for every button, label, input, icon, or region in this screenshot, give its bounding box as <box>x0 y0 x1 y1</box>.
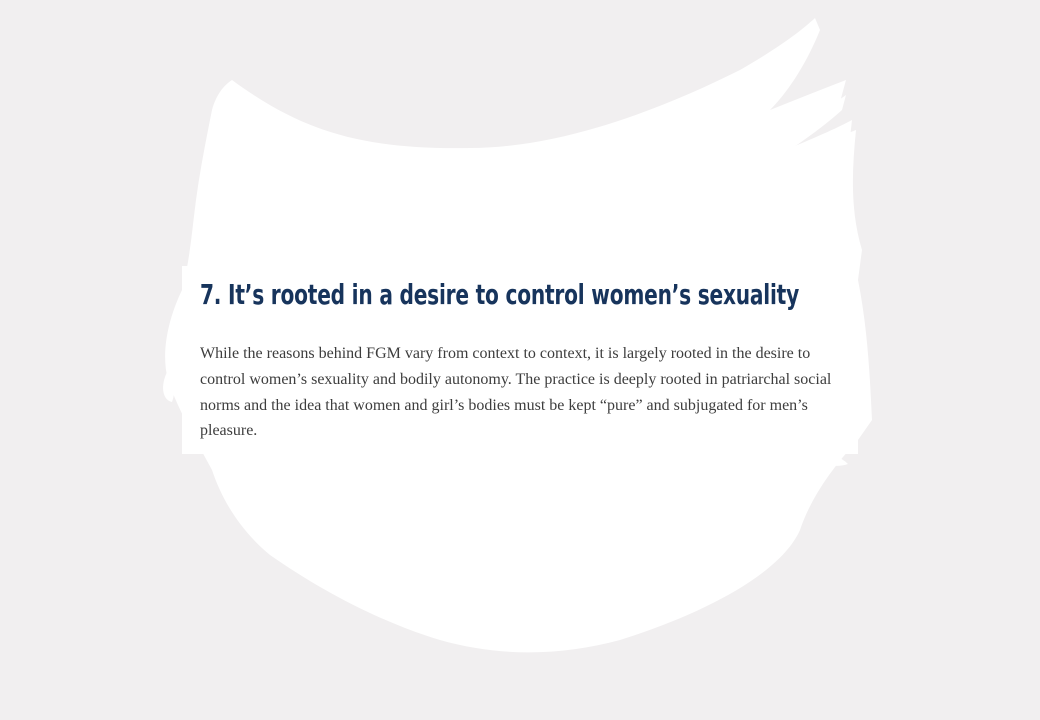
section-heading: 7. It’s rooted in a desire to control women’s sexuality <box>200 278 800 311</box>
section-paragraph: While the reasons behind FGM vary from context to context, it is largely rooted in the desire to control women’s sexuality and bodily autonomy. The practice is deeply rooted in patriarchal social norms and the idea that women and girl’s bodies must be kept “pure” and subjugated for men’s pleasure. <box>200 345 832 440</box>
